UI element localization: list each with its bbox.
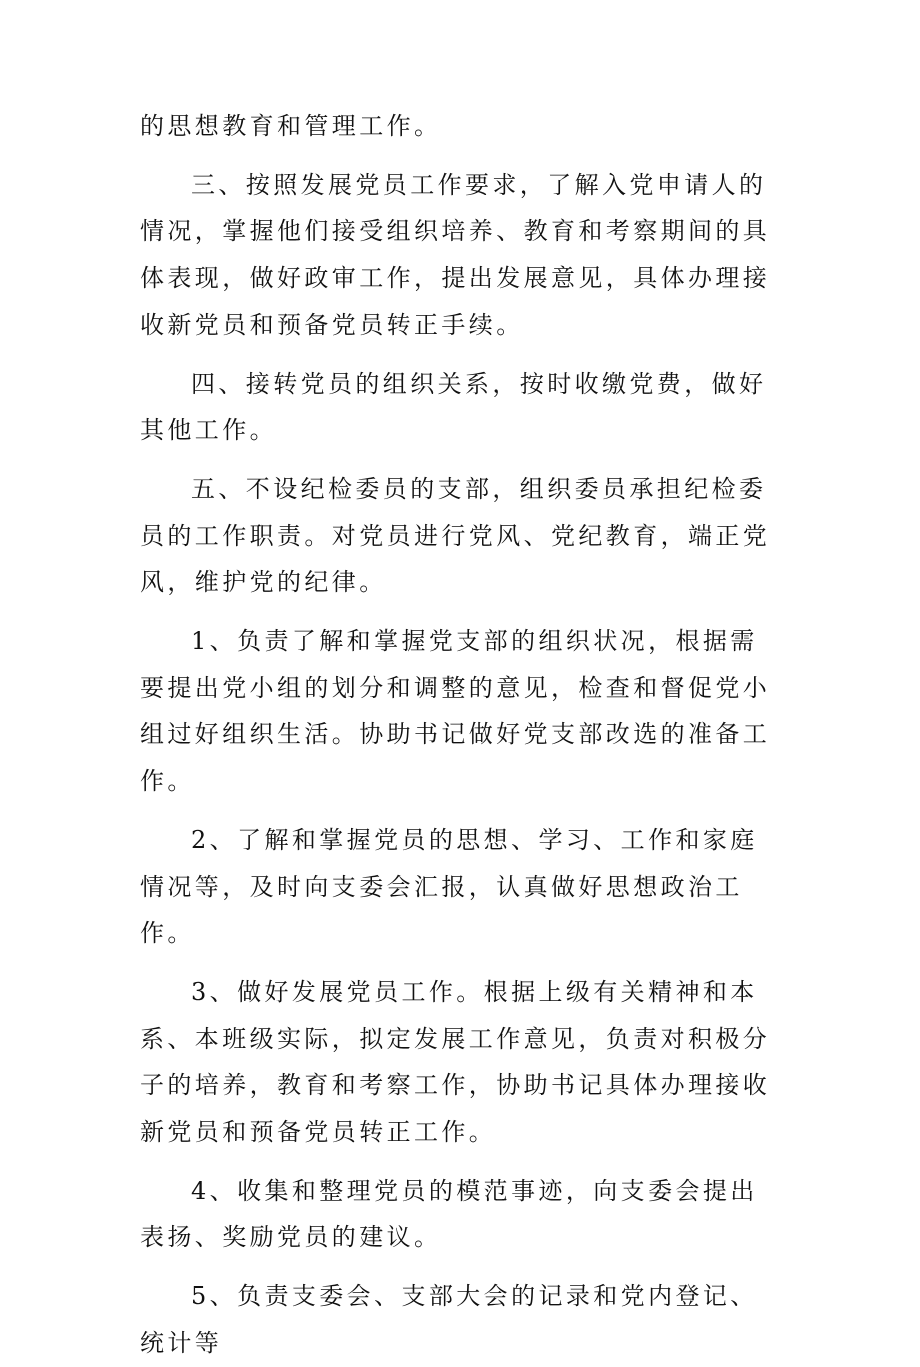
paragraph-duty-2: 2、了解和掌握党员的思想、学习、工作和家庭情况等，及时向支委会汇报，认真做好思想政治工作。 <box>140 825 758 948</box>
paragraph-duty-1: 1、负责了解和掌握党支部的组织状况，根据需要提出党小组的划分和调整的意见，检查和督促党小组过好组织生活。协助书记做好党支部改选的准备工作。 <box>140 627 771 796</box>
paragraph-duty-4: 4、收集和整理党员的模范事迹，向支委会提出表扬、奖励党员的建议。 <box>140 1176 758 1252</box>
paragraph-duty-5: 5、负责支委会、支部大会的记录和党内登记、统计等 <box>140 1282 758 1357</box>
document-body <box>140 103 784 1367</box>
paragraph-item-four: 四、接转党员的组织关系，按时收缴党费，做好其他工作。 <box>140 369 767 445</box>
paragraph-item-three: 三、按照发展党员工作要求，了解入党申请人的情况，掌握他们接受组织培养、教育和考察期间的具体表现，做好政审工作，提出发展意见，具体办理接收新党员和预备党员转正手续。 <box>140 170 771 339</box>
paragraph-duty-3: 3、做好发展党员工作。根据上级有关精神和本系、本班级实际，拟定发展工作意见，负责对积极分子的培养，教育和考察工作，协助书记具体办理接收新党员和预备党员转正工作。 <box>140 977 771 1147</box>
paragraph-continuation: 的思想教育和管理工作。 <box>140 112 442 140</box>
paragraph-item-five: 五、不设纪检委员的支部，组织委员承担纪检委员的工作职责。对党员进行党风、党纪教育，端正党风，维护党的纪律。 <box>140 474 771 597</box>
